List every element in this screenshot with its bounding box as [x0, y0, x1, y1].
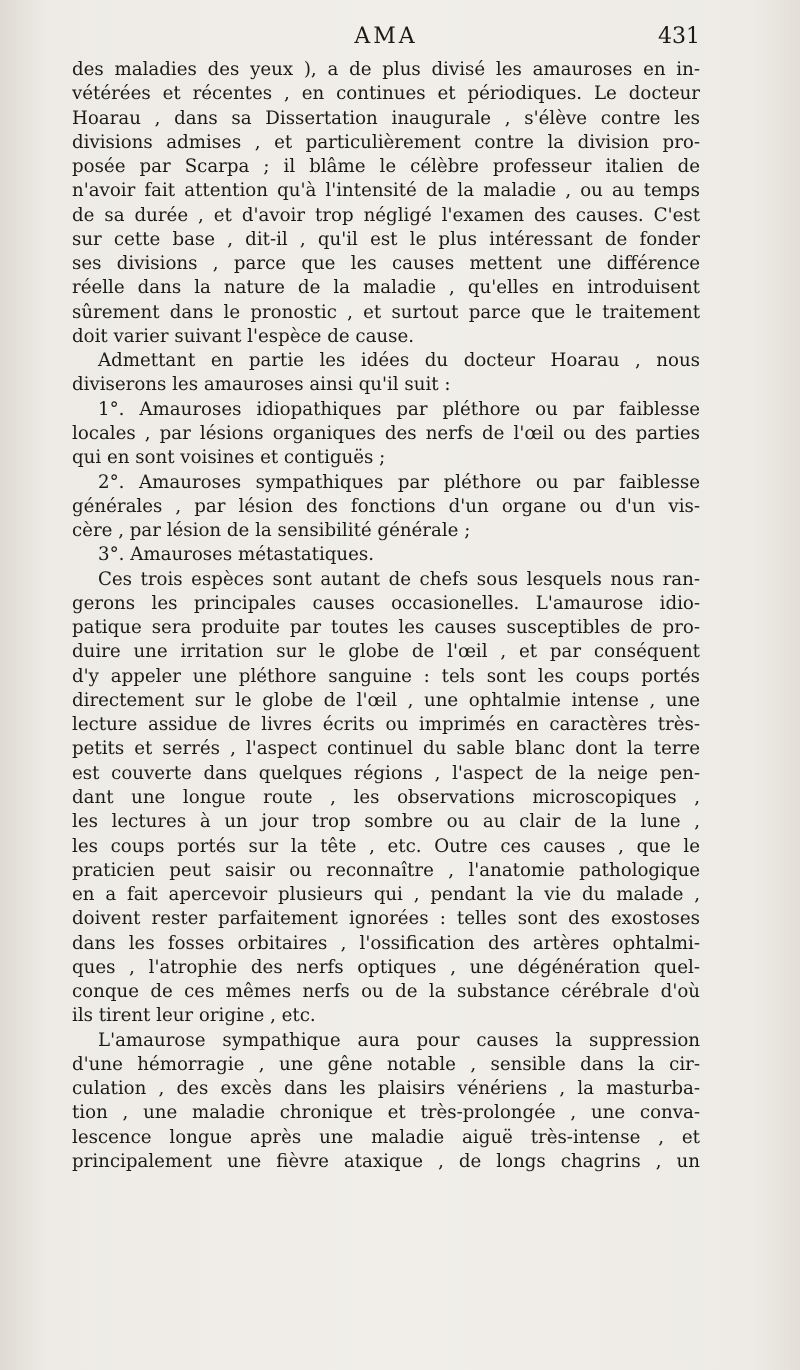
text-line: réelle dans la nature de la maladie , qu'elles en introduisent [72, 277, 700, 299]
text-line: divisions admises , et particulièrement contre la division pro- [72, 131, 700, 153]
text-line: n'avoir fait attention qu'à l'intensité de la maladie , ou au temps [72, 180, 700, 202]
text-line: petits et serrés , l'aspect continuel du sable blanc dont la terre [72, 738, 700, 760]
text-line: 1°. Amauroses idiopathiques par pléthore ou par faiblesse [98, 398, 700, 420]
page-number: 431 [658, 24, 700, 49]
text-line: 2°. Amauroses sympathiques par pléthore ou par faiblesse [98, 471, 700, 493]
text-line: 3°. Amauroses métastatiques. [98, 544, 375, 566]
text-line: ses divisions , parce que les causes mettent une différence [72, 253, 700, 275]
text-line: des maladies des yeux ), a de plus divisé les amauroses en in- [72, 59, 700, 80]
text-line: d'y appeler une pléthore sanguine : tels sont les coups portés [72, 665, 700, 687]
text-line: les lectures à un jour trop sombre ou au clair de la lune , [72, 811, 700, 833]
text-line: Admettant en partie les idées du docteur Hoarau , nous [98, 350, 700, 372]
text-line: d'une hémorragie , une gêne notable , sensible dans la cir- [72, 1053, 700, 1075]
text-line: gerons les principales causes occasionelles. L'amaurose idio- [72, 592, 700, 614]
text-line: qui en sont voisines et contiguës ; [72, 447, 386, 469]
body-text [72, 58, 700, 1174]
text-line: générales , par lésion des fonctions d'un organe ou d'un vis- [72, 495, 700, 517]
text-line: Hoarau , dans sa Dissertation inaugurale , s'élève contre les [72, 107, 700, 129]
text-line: de sa durée , et d'avoir trop négligé l'examen des causes. C'est [72, 204, 700, 226]
page-header [72, 24, 700, 54]
text-line: ques , l'atrophie des nerfs optiques , une dégénération quel- [72, 956, 700, 978]
text-line: praticien peut saisir ou reconnaître , l'anatomie pathologique [72, 859, 700, 881]
text-line: directement sur le globe de l'œil , une ophtalmie intense , une [72, 689, 700, 711]
text-line: dant une longue route , les observations microscopiques , [72, 786, 700, 808]
text-line: posée par Scarpa ; il blâme le célèbre professeur italien de [72, 156, 700, 178]
text-line: L'amaurose sympathique aura pour causes la suppression [98, 1029, 700, 1051]
text-line: doit varier suivant l'espèce de cause. [72, 325, 415, 347]
text-line: en a fait apercevoir plusieurs qui , pendant la vie du malade , [72, 884, 700, 906]
text-line: principalement une fièvre ataxique , de longs chagrins , un [72, 1150, 700, 1172]
text-line: est couverte dans quelques régions , l'aspect de la neige pen- [72, 762, 700, 784]
text-line: patique sera produite par toutes les causes susceptibles de pro- [72, 617, 700, 639]
text-line: locales , par lésions organiques des nerfs de l'œil ou des parties [72, 422, 700, 444]
text-line: conque de ces mêmes nerfs ou de la substance cérébrale d'où [72, 981, 700, 1003]
text-line: Ces trois espèces sont autant de chefs sous lesquels nous ran- [98, 568, 700, 590]
text-line: dans les fosses orbitaires , l'ossification des artères ophtalmi- [72, 932, 700, 954]
text-line: duire une irritation sur le globe de l'œil , et par conséquent [72, 641, 700, 663]
text-line: ils tirent leur origine , etc. [72, 1005, 316, 1027]
text-line: tion , une maladie chronique et très-prolongée , une conva- [72, 1102, 700, 1124]
text-line: doivent rester parfaitement ignorées : telles sont des exostoses [72, 908, 700, 930]
text-line: diviserons les amauroses ainsi qu'il suit : [72, 374, 451, 396]
text-line: lecture assidue de livres écrits ou imprimés en caractères très- [72, 714, 700, 736]
text-line: les coups portés sur la tête , etc. Outre ces causes , que le [72, 835, 700, 857]
text-line: lescence longue après une maladie aiguë très-intense , et [72, 1126, 700, 1148]
text-line: sûrement dans le pronostic , et surtout parce que le traitement [72, 301, 700, 323]
text-line: vétérées et récentes , en continues et périodiques. Le docteur [72, 83, 700, 105]
running-head: AMA [354, 24, 418, 49]
text-line: cère , par lésion de la sensibilité générale ; [72, 520, 471, 542]
text-line: culation , des excès dans les plaisirs vénériens , la masturba- [72, 1078, 700, 1100]
text-line: sur cette base , dit-il , qu'il est le plus intéressant de fonder [72, 228, 700, 250]
